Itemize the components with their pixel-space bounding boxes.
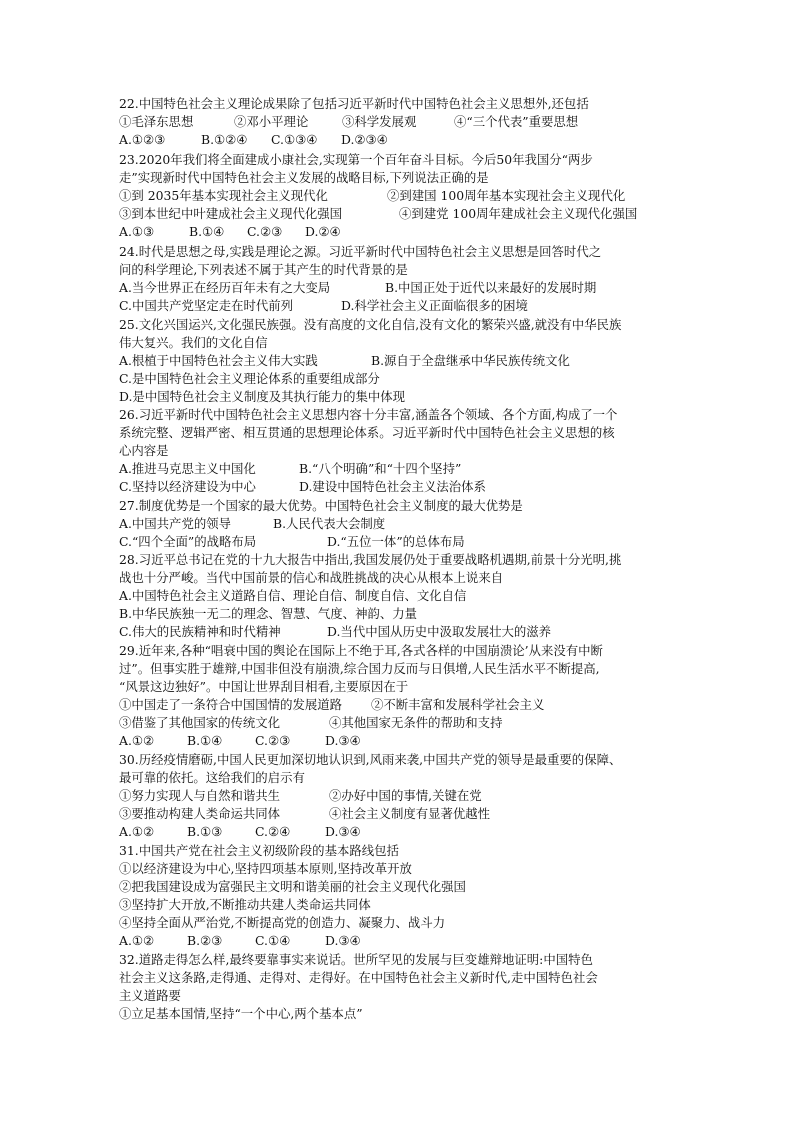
q24-stem-line-1: 24.时代是思想之母,实践是理论之源。习近平新时代中国特色社会主义思想是回答时代之 — [119, 244, 602, 259]
q23-stem-line-1: 23.2020年我们将全面建成小康社会,实现第一个百年奋斗目标。今后50年我国分“两步 — [119, 152, 593, 167]
q30-statement-4: ④社会主义制度有显著优越性 — [329, 806, 491, 821]
q27-option-d: D.“五位一体”的总体布局 — [327, 534, 465, 549]
q25-stem-line-1: 25.文化兴国运兴,文化强民族强。没有高度的文化自信,没有文化的繁荣兴盛,就没有中华民族 — [119, 317, 622, 332]
q26-options-row-1 — [119, 460, 461, 478]
q31-option-d: D.③④ — [325, 933, 361, 948]
q30-statements-row-1 — [119, 787, 482, 805]
q25-option-d: D.是中国特色社会主义制度及其执行能力的集中体现 — [119, 389, 406, 404]
q30-option-c: C.②④ — [255, 824, 291, 839]
q31-statement-3: ③坚持扩大开放,不断推动共建人类命运共同体 — [119, 897, 371, 912]
q29-statements-row-1 — [119, 696, 544, 714]
q30-statement-1: ①努力实现人与自然和谐共生 — [119, 788, 281, 803]
q27-option-b: B.人民代表大会制度 — [273, 516, 386, 531]
q24-option-d: D.科学社会主义正面临很多的困境 — [341, 298, 528, 313]
q31-option-c: C.①④ — [255, 933, 291, 948]
q29-statement-1: ①中国走了一条符合中国国情的发展道路 — [119, 697, 343, 712]
q22-statement-2: ②邓小平理论 — [234, 114, 309, 129]
q32-stem-line-1: 32.道路走得怎么样,最终要靠事实来说话。世所罕见的发展与巨变雄辩地证明:中国特色 — [119, 952, 593, 967]
q27-option-a: A.中国共产党的领导 — [119, 516, 232, 531]
q29-option-d: D.③④ — [325, 733, 361, 748]
q31-option-a: A.①② — [119, 933, 155, 948]
q23-statement-4: ④到建党 100周年建成社会主义现代化强国 — [399, 206, 638, 221]
q23-statement-2: ②到建国 100周年基本实现社会主义现代化 — [387, 188, 626, 203]
q22-option-a: A.①②③ — [119, 132, 166, 147]
q23-statements-row-2 — [119, 205, 637, 223]
q30-statements-row-2 — [119, 805, 490, 823]
q27-options-row-1 — [119, 515, 385, 533]
q30-statement-2: ②办好中国的事情,关键在党 — [329, 788, 482, 803]
q25-options-row-1 — [119, 352, 570, 370]
q23-statement-3: ③到本世纪中叶建成社会主义现代化强国 — [119, 206, 343, 221]
q31-statement-2: ②把我国建设成为富强民主文明和谐美丽的社会主义现代化强国 — [119, 879, 466, 894]
q32-statement-1: ①立足基本国情,坚持“一个中心,两个基本点” — [119, 1006, 363, 1021]
q29-stem-line-3: “风景这边独好”。中国让世界刮目相看,主要原因在于 — [119, 679, 409, 694]
q26-option-c: C.坚持以经济建设为中心 — [119, 479, 256, 494]
q25-stem-line-2: 伟大复兴。我们的文化自信 — [119, 335, 268, 350]
q30-options — [119, 823, 361, 841]
q22-option-d: D.②③④ — [341, 132, 388, 147]
q25-option-c: C.是中国特色社会主义理论体系的重要组成部分 — [119, 371, 380, 386]
q22-option-c: C.①③④ — [271, 132, 318, 147]
q28-option-c: C.伟大的民族精神和时代精神 — [119, 624, 281, 639]
q32-stem-line-3: 主义道路要 — [119, 988, 181, 1003]
q24-option-a: A.当今世界正在经历百年未有之大变局 — [119, 280, 331, 295]
q28-options-row-3 — [119, 623, 551, 641]
q23-option-d: D.②④ — [305, 224, 341, 239]
q29-statement-2: ②不断丰富和发展科学社会主义 — [371, 697, 545, 712]
q24-option-c: C.中国共产党坚定走在时代前列 — [119, 298, 294, 313]
q28-stem-line-1: 28.习近平总书记在党的十九大报告中指出,我国发展仍处于重要战略机遇期,前景十分光明,挑 — [119, 552, 622, 567]
q27-stem-line-1: 27.制度优势是一个国家的最大优势。中国特色社会主义制度的最大优势是 — [119, 498, 523, 513]
q29-statements-row-2 — [119, 714, 502, 732]
q29-stem-line-1: 29.近年来,各种“唱衰中国的舆论在国际上不绝于耳,各式各样的中国崩溃论’从来没有中断 — [119, 643, 603, 658]
q22-statements — [119, 113, 578, 131]
q23-option-b: B.①④ — [189, 224, 225, 239]
q31-statement-4: ④坚持全面从严治党,不断提高党的创造力、凝聚力、战斗力 — [119, 915, 446, 930]
q22-stem-line-1: 22.中国特色社会主义理论成果除了包括习近平新时代中国特色社会主义思想外,还包括 — [119, 96, 589, 111]
q31-statement-1: ①以经济建设为中心,坚持四项基本原则,坚持改革开放 — [119, 861, 412, 876]
q30-statement-3: ③要推动构建人类命运共同体 — [119, 806, 281, 821]
q22-statement-1: ①毛泽东思想 — [119, 114, 194, 129]
q30-stem-line-1: 30.历经疫情磨砺,中国人民更加深切地认识到,风雨来袭,中国共产党的领导是最重要的保障、 — [119, 752, 622, 767]
q32-stem-line-2: 社会主义这条路,走得通、走得对、走得好。在中国特色社会主义新时代,走中国特色社会 — [119, 970, 598, 985]
q30-option-b: B.①③ — [187, 824, 223, 839]
q25-option-b: B.源自于全盘继承中华民族传统文化 — [371, 353, 570, 368]
q27-options-row-2 — [119, 533, 465, 551]
q23-option-a: A.①③ — [119, 224, 155, 239]
q24-stem-line-2: 问的科学理论,下列表述不属于其产生的时代背景的是 — [119, 262, 408, 277]
q30-stem-line-2: 最可靠的依托。这给我们的启示有 — [119, 770, 305, 785]
q25-option-a: A.根植于中国特色社会主义伟大实践 — [119, 353, 318, 368]
q29-statement-3: ③借鉴了其他国家的传统文化 — [119, 715, 281, 730]
q22-statement-4: ④“三个代表”重要思想 — [454, 114, 579, 129]
q29-option-b: B.①④ — [187, 733, 223, 748]
q29-option-a: A.①② — [119, 733, 155, 748]
q31-option-b: B.②③ — [187, 933, 223, 948]
q22-statement-3: ③科学发展观 — [342, 114, 417, 129]
q24-options-row-2 — [119, 297, 528, 315]
q22-options — [119, 131, 388, 149]
q28-option-a: A.中国特色社会主义道路自信、理论自信、制度自信、文化自信 — [119, 588, 467, 603]
q24-options-row-1 — [119, 279, 596, 297]
q23-statements-row-1 — [119, 187, 625, 205]
q22-option-b: B.①②④ — [201, 132, 248, 147]
q24-option-b: B.中国正处于近代以来最好的发展时期 — [385, 280, 597, 295]
q27-option-c: C.“四个全面”的战略布局 — [119, 534, 257, 549]
q23-stem-line-2: 走”实现新时代中国特色社会主义发展的战略目标,下列说法正确的是 — [119, 170, 489, 185]
q26-options-row-2 — [119, 478, 486, 496]
q26-stem-line-1: 26.习近平新时代中国特色社会主义思想内容十分丰富,涵盖各个领域、各个方面,构成了一个 — [119, 407, 618, 422]
q26-stem-line-2: 系统完整、逻辑严密、相互贯通的思想理论体系。习近平新时代中国特色社会主义思想的核 — [119, 425, 615, 440]
q26-stem-line-3: 心内容是 — [119, 443, 169, 458]
q29-options — [119, 732, 361, 750]
q23-options — [119, 223, 341, 241]
q26-option-d: D.建设中国特色社会主义法治体系 — [299, 479, 486, 494]
q30-option-d: D.③④ — [325, 824, 361, 839]
q31-options — [119, 932, 361, 950]
q23-statement-1: ①到 2035年基本实现社会主义现代化 — [119, 188, 328, 203]
q26-option-a: A.推进马克思主义中国化 — [119, 461, 256, 476]
q29-statement-4: ④其他国家无条件的帮助和支持 — [329, 715, 503, 730]
q28-stem-line-2: 战也十分严峻。当代中国前景的信心和战胜挑战的决心从根本上说来自 — [119, 570, 504, 585]
q28-option-b: B.中华民族独一无二的理念、智慧、气度、神韵、力量 — [119, 606, 418, 621]
q29-option-c: C.②③ — [255, 733, 291, 748]
q30-option-a: A.①② — [119, 824, 155, 839]
q23-option-c: C.②③ — [247, 224, 283, 239]
q29-stem-line-2: 过”。但事实胜于雄辩,中国非但没有崩溃,综合国力反而与日俱增,人民生活水平不断提高, — [119, 661, 600, 676]
q31-stem-line-1: 31.中国共产党在社会主义初级阶段的基本路线包括 — [119, 843, 399, 858]
q26-option-b: B.“八个明确”和“十四个坚持” — [299, 461, 462, 476]
q28-option-d: D.当代中国从历史中汲取发展壮大的滋养 — [327, 624, 552, 639]
